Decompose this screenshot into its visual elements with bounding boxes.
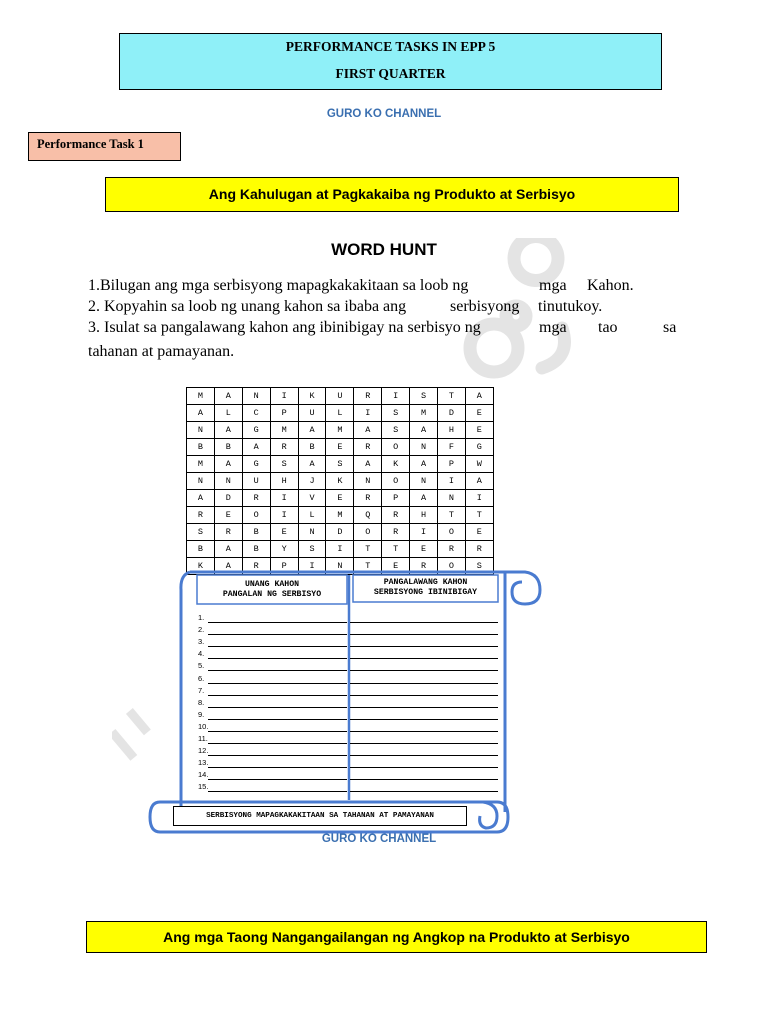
grid-cell: E [270, 524, 298, 541]
grid-cell: J [298, 473, 326, 490]
grid-cell: N [187, 473, 215, 490]
grid-cell: R [270, 439, 298, 456]
answer-row [198, 771, 500, 783]
grid-cell: D [214, 490, 242, 507]
grid-cell: F [438, 439, 466, 456]
grid-cell: R [242, 558, 270, 575]
answer-line-col1[interactable] [208, 731, 347, 732]
grid-cell: Q [354, 507, 382, 524]
grid-cell: K [187, 558, 215, 575]
column1-header [197, 580, 347, 600]
grid-cell: I [270, 507, 298, 524]
grid-cell: T [354, 558, 382, 575]
column2-header-line2: SERBISYONG IBINIBIGAY [373, 588, 478, 597]
grid-cell: P [382, 490, 410, 507]
grid-cell: I [270, 490, 298, 507]
answer-line-col1[interactable] [208, 719, 347, 720]
answer-row [198, 783, 500, 795]
grid-cell: G [242, 422, 270, 439]
answer-row-number: 6. [198, 673, 205, 683]
answer-line-col2[interactable] [350, 743, 498, 744]
answer-line-col2[interactable] [350, 658, 498, 659]
instruction-2-text-c: tinutukoy. [538, 298, 603, 315]
answer-row [198, 699, 500, 711]
answer-line-col2[interactable] [350, 767, 498, 768]
answer-row [198, 687, 500, 699]
grid-cell: A [298, 456, 326, 473]
grid-cell: L [326, 405, 354, 422]
grid-cell: K [382, 456, 410, 473]
grid-cell: U [298, 405, 326, 422]
instruction-2-text-a: 2. Kopyahin sa loob ng unang kahon sa ibaba ang [88, 298, 407, 315]
answer-row [198, 711, 500, 723]
grid-cell: S [382, 422, 410, 439]
grid-cell: P [270, 558, 298, 575]
grid-cell: A [214, 558, 242, 575]
grid-cell: C [242, 405, 270, 422]
answer-row-number: 11. [198, 734, 208, 743]
grid-cell: S [465, 558, 493, 575]
grid-cell: I [438, 473, 466, 490]
grid-cell: O [382, 473, 410, 490]
grid-cell: I [326, 541, 354, 558]
grid-cell: D [438, 405, 466, 422]
answer-row-number: 7. [198, 685, 205, 695]
answer-row [198, 723, 500, 735]
answer-row [198, 614, 500, 626]
answer-line-col1[interactable] [208, 695, 347, 696]
grid-cell: W [465, 456, 493, 473]
grid-cell: A [214, 456, 242, 473]
grid-cell: R [465, 541, 493, 558]
grid-cell: R [242, 490, 270, 507]
grid-cell: S [298, 541, 326, 558]
answer-row-number: 10. [198, 721, 209, 731]
answer-line-col2[interactable] [350, 646, 498, 647]
answer-row-number: 15. [198, 782, 209, 792]
activity-title: WORD HUNT [331, 240, 437, 259]
grid-cell: U [326, 388, 354, 405]
answer-line-col2[interactable] [350, 707, 498, 708]
answer-line-col2[interactable] [350, 731, 498, 732]
answer-line-col2[interactable] [350, 719, 498, 720]
answer-row [198, 626, 500, 638]
grid-cell: A [214, 541, 242, 558]
grid-cell: R [410, 558, 438, 575]
answer-row [198, 675, 500, 687]
answer-row [198, 662, 500, 674]
grid-cell: R [214, 524, 242, 541]
answer-row [198, 759, 500, 771]
grid-cell: M [410, 405, 438, 422]
grid-cell: I [354, 405, 382, 422]
grid-cell: T [465, 507, 493, 524]
grid-cell: N [298, 524, 326, 541]
answer-row-number: 8. [198, 697, 205, 707]
grid-cell: A [214, 422, 242, 439]
title-line-1: PERFORMANCE TASKS IN EPP 5 [285, 39, 496, 54]
answer-row-number: 3. [198, 637, 205, 647]
grid-cell: G [242, 456, 270, 473]
answer-line-col1[interactable] [208, 743, 347, 744]
grid-cell: A [187, 405, 215, 422]
answer-line-col2[interactable] [350, 755, 498, 756]
grid-cell: R [382, 524, 410, 541]
title-line-2: FIRST QUARTER [335, 66, 446, 81]
answer-line-col2[interactable] [350, 791, 498, 792]
answer-line-col1[interactable] [208, 634, 347, 635]
instruction-3-text-d: sa [663, 319, 677, 336]
grid-cell: A [354, 422, 382, 439]
grid-cell: H [270, 473, 298, 490]
instruction-1-text-a: 1.Bilugan ang mga serbisyong mapagkakakitaan sa loob ng [88, 277, 469, 294]
grid-cell: S [410, 388, 438, 405]
grid-cell: A [298, 422, 326, 439]
grid-cell: P [438, 456, 466, 473]
grid-cell: N [438, 490, 466, 507]
grid-cell: E [465, 422, 493, 439]
grid-cell: Y [270, 541, 298, 558]
instruction-2-text-b: serbisyong [450, 298, 520, 315]
grid-cell: L [298, 507, 326, 524]
grid-cell: T [438, 388, 466, 405]
answer-row-number: 5. [198, 661, 205, 671]
answer-line-col1[interactable] [208, 791, 347, 792]
grid-cell: S [326, 456, 354, 473]
grid-cell: M [187, 388, 215, 405]
grid-cell: R [354, 388, 382, 405]
grid-cell: S [382, 405, 410, 422]
grid-cell: T [382, 541, 410, 558]
grid-cell: V [298, 490, 326, 507]
grid-cell: R [354, 490, 382, 507]
grid-cell: O [438, 558, 466, 575]
answer-line-col1[interactable] [208, 646, 347, 647]
grid-cell: E [382, 558, 410, 575]
grid-cell: T [438, 507, 466, 524]
answer-line-col2[interactable] [350, 622, 498, 623]
answer-line-col2[interactable] [350, 779, 498, 780]
answer-row [198, 638, 500, 650]
column2-header-line1: PANGALAWANG KAHON [383, 578, 468, 587]
grid-cell: A [465, 473, 493, 490]
grid-cell: H [438, 422, 466, 439]
grid-cell: K [298, 388, 326, 405]
section1-heading: Ang Kahulugan at Pagkakaiba ng Produkto at Serbisyo [105, 177, 679, 212]
grid-cell: O [242, 507, 270, 524]
answer-line-col1[interactable] [208, 683, 347, 684]
grid-cell: O [438, 524, 466, 541]
grid-cell: N [242, 388, 270, 405]
grid-cell: I [465, 490, 493, 507]
grid-cell: A [187, 490, 215, 507]
grid-cell: M [326, 507, 354, 524]
answer-row-number: 2. [198, 625, 205, 635]
answer-line-col2[interactable] [350, 683, 498, 684]
grid-cell: M [270, 422, 298, 439]
channel-label-bottom: GURO KO CHANNEL [321, 833, 437, 845]
grid-cell: N [354, 473, 382, 490]
grid-cell: R [438, 541, 466, 558]
channel-label-top: GURO KO CHANNEL [326, 108, 442, 120]
grid-cell: A [410, 456, 438, 473]
answer-row-number: 1. [198, 613, 205, 622]
task-label: Performance Task 1 [28, 132, 181, 161]
grid-cell: N [187, 422, 215, 439]
grid-cell: A [410, 490, 438, 507]
grid-cell: D [326, 524, 354, 541]
answer-line-col1[interactable] [208, 670, 347, 671]
grid-cell: B [187, 541, 215, 558]
answer-line-col1[interactable] [208, 779, 347, 780]
grid-cell: T [354, 541, 382, 558]
grid-cell: O [382, 439, 410, 456]
answer-row-number: 14. [198, 770, 209, 780]
grid-cell: M [187, 456, 215, 473]
answer-row-number: 4. [198, 649, 205, 659]
grid-cell: A [242, 439, 270, 456]
grid-cell: U [242, 473, 270, 490]
grid-cell: P [270, 405, 298, 422]
column1-header-line1: UNANG KAHON [244, 580, 300, 589]
grid-cell: I [298, 558, 326, 575]
grid-cell: E [326, 439, 354, 456]
grid-cell: N [410, 439, 438, 456]
answer-line-col1[interactable] [208, 707, 347, 708]
answer-row [198, 735, 500, 747]
grid-cell: A [465, 388, 493, 405]
grid-cell: S [187, 524, 215, 541]
grid-cell: R [187, 507, 215, 524]
answer-line-col2[interactable] [350, 695, 498, 696]
grid-cell: O [354, 524, 382, 541]
answer-line-col2[interactable] [350, 670, 498, 671]
grid-cell: E [465, 524, 493, 541]
grid-cell: S [270, 456, 298, 473]
grid-cell: N [410, 473, 438, 490]
answer-row [198, 650, 500, 662]
grid-cell: R [354, 439, 382, 456]
instruction-3-text-c: tao [598, 319, 618, 336]
answer-row-number: 9. [198, 709, 205, 719]
answer-row-number: 13. [198, 758, 209, 768]
grid-cell: A [410, 422, 438, 439]
grid-cell: E [465, 405, 493, 422]
answer-line-col1[interactable] [208, 622, 347, 623]
instruction-1-text-b: mga [539, 277, 567, 294]
grid-cell: I [382, 388, 410, 405]
column1-header-line2: PANGALAN NG SERBISYO [222, 590, 322, 599]
column2-header [353, 578, 498, 598]
grid-cell: E [214, 507, 242, 524]
instruction-3-text-a: 3. Isulat sa pangalawang kahon ang ibinibigay na serbisyo ng [88, 319, 481, 336]
answer-row [198, 747, 500, 759]
grid-cell: I [410, 524, 438, 541]
grid-cell: M [326, 422, 354, 439]
scroll-footer-label: SERBISYONG MAPAGKAKAKITAAN SA TAHANAN AT PAMAYANAN [173, 806, 467, 826]
answer-line-col1[interactable] [208, 755, 347, 756]
grid-cell: B [242, 541, 270, 558]
grid-cell: I [270, 388, 298, 405]
section2-heading: Ang mga Taong Nangangailangan ng Angkop na Produkto at Serbisyo [86, 921, 707, 953]
answer-row-number: 12. [198, 746, 209, 756]
grid-cell: B [298, 439, 326, 456]
grid-cell: N [326, 558, 354, 575]
instruction-3-text-b: mga [539, 319, 567, 336]
grid-cell: G [465, 439, 493, 456]
grid-cell: A [354, 456, 382, 473]
answer-line-col1[interactable] [208, 658, 347, 659]
grid-cell: A [214, 388, 242, 405]
grid-cell: E [410, 541, 438, 558]
instruction-3-continued: tahanan at pamayanan. [88, 343, 235, 360]
grid-cell: B [187, 439, 215, 456]
grid-cell: B [214, 439, 242, 456]
grid-cell: K [326, 473, 354, 490]
grid-cell: H [410, 507, 438, 524]
grid-cell: L [214, 405, 242, 422]
grid-cell: R [382, 507, 410, 524]
grid-cell: E [326, 490, 354, 507]
grid-cell: N [214, 473, 242, 490]
instruction-1-text-c: Kahon. [587, 277, 634, 294]
answer-line-col1[interactable] [208, 767, 347, 768]
grid-cell: B [242, 524, 270, 541]
answer-line-col2[interactable] [350, 634, 498, 635]
